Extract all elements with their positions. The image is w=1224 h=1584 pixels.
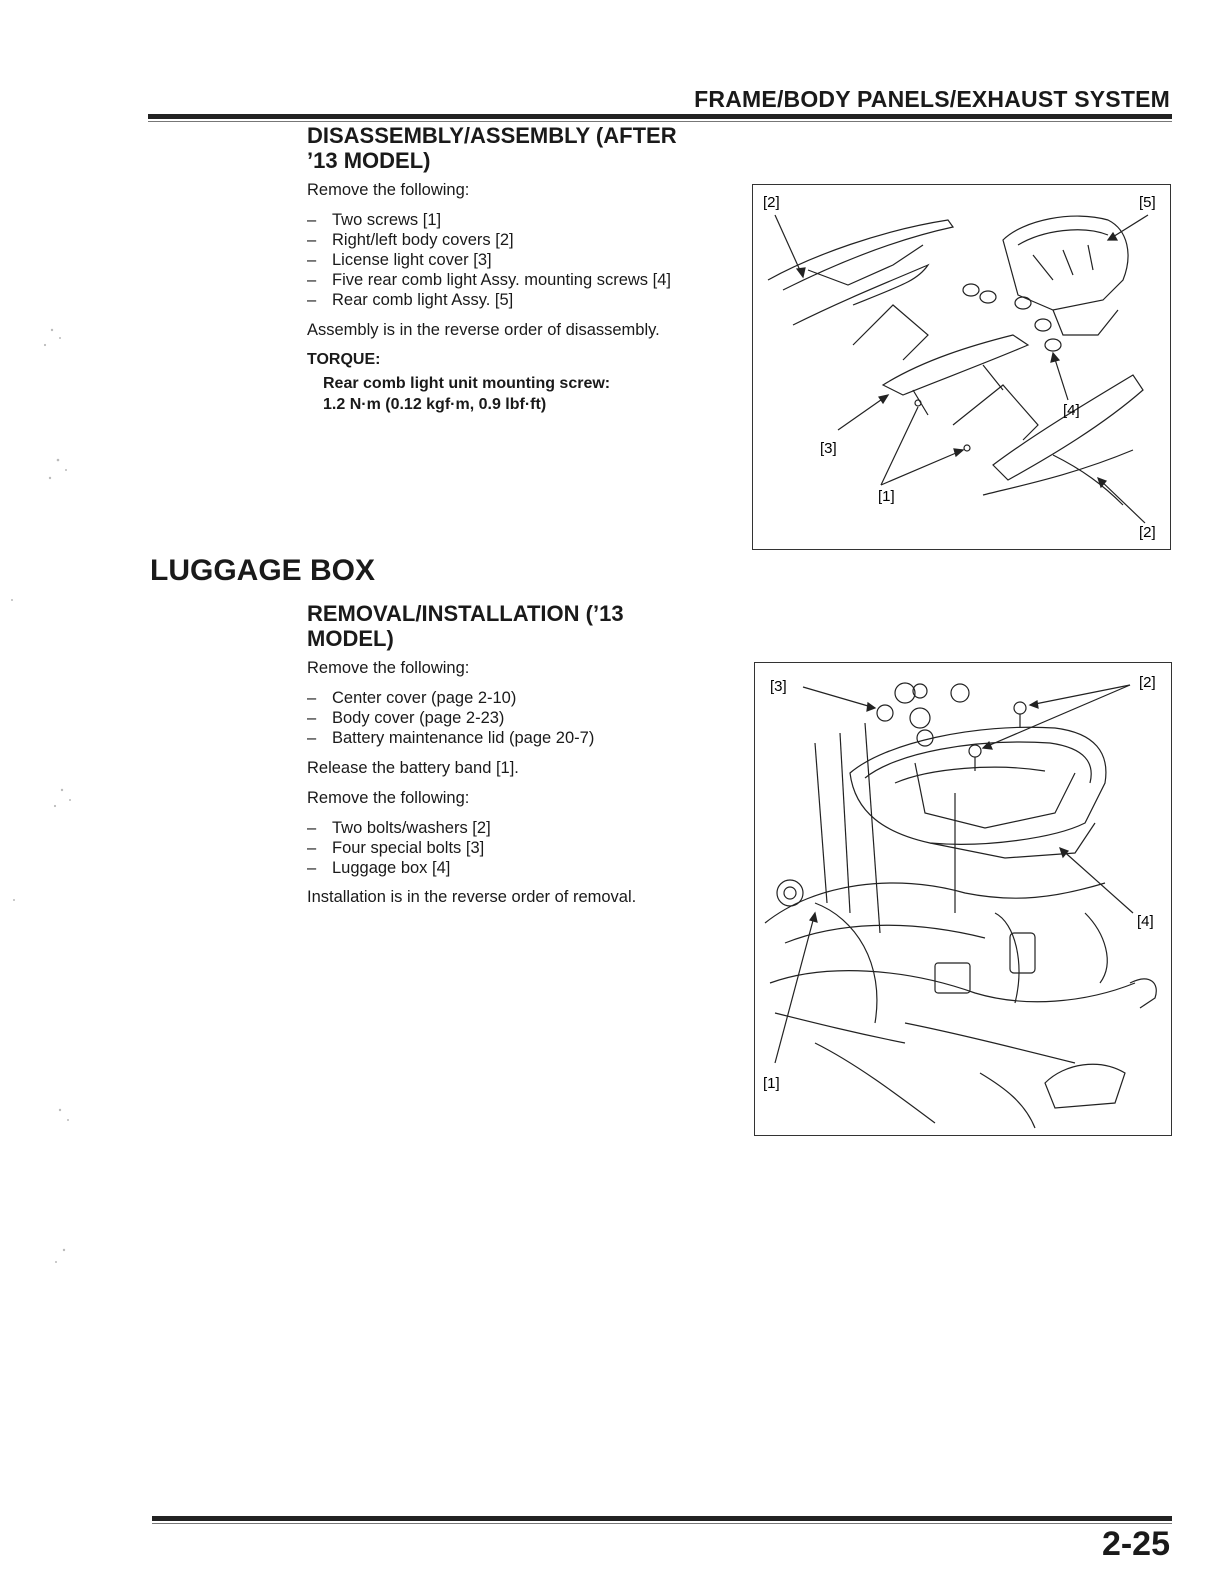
section1-list: [307, 210, 737, 310]
list-item: – Right/left body covers [2]: [307, 230, 737, 250]
release-note: Release the battery band [1].: [307, 759, 519, 777]
section1-heading-line2: ’13 MODEL): [307, 148, 431, 173]
callout-1: [1]: [878, 488, 895, 505]
list-item: – License light cover [3]: [307, 250, 737, 270]
margin-artifacts: [0, 0, 100, 1500]
list-item: – Five rear comb light Assy. mounting screws [4]: [307, 270, 737, 290]
rear-comb-light-figure: [752, 184, 1171, 550]
torque-spec: [323, 373, 610, 415]
torque-spec-line2: 1.2 N·m (0.12 kgf·m, 0.9 lbf·ft): [323, 396, 547, 413]
torque-spec-line1: Rear comb light unit mounting screw:: [323, 375, 611, 392]
section2-intro2: Remove the following:: [307, 789, 470, 807]
list-item: – Luggage box [4]: [307, 858, 737, 878]
chapter-title: FRAME/BODY PANELS/EXHAUST SYSTEM: [694, 86, 1170, 112]
callout-4: [4]: [1063, 402, 1080, 419]
header-rule-thin: [148, 121, 1172, 122]
rear-comb-light-diagram: [753, 185, 1170, 549]
callout-2-top: [2]: [763, 194, 780, 211]
assembly-note: Assembly is in the reverse order of disassembly.: [307, 321, 660, 339]
footer-rule: [152, 1516, 1172, 1521]
callout-2: [2]: [1139, 674, 1156, 691]
callout-5: [5]: [1139, 194, 1156, 211]
list-item: – Four special bolts [3]: [307, 838, 737, 858]
list-item: – Two bolts/washers [2]: [307, 818, 737, 838]
list-item: – Rear comb light Assy. [5]: [307, 290, 737, 310]
section1-heading: [307, 123, 737, 173]
luggage-box-diagram: [755, 663, 1171, 1135]
install-note: Installation is in the reverse order of removal.: [307, 888, 637, 906]
header-rule: [148, 114, 1172, 119]
callout-4: [4]: [1137, 913, 1154, 930]
callout-1: [1]: [763, 1075, 780, 1092]
section2-intro: Remove the following:: [307, 659, 470, 677]
section1-heading-line1: DISASSEMBLY/ASSEMBLY (AFTER: [307, 123, 677, 148]
list-item: – Center cover (page 2-10): [307, 688, 737, 708]
footer-rule-thin: [152, 1523, 1172, 1524]
luggage-box-figure: [754, 662, 1172, 1136]
section1-intro: Remove the following:: [307, 181, 470, 199]
section2-list2: [307, 818, 737, 878]
callout-3: [3]: [770, 678, 787, 695]
list-item: – Battery maintenance lid (page 20-7): [307, 728, 737, 748]
list-item: – Body cover (page 2-23): [307, 708, 737, 728]
section2-heading-line1: REMOVAL/INSTALLATION (’13: [307, 601, 624, 626]
section2-list1: [307, 688, 737, 748]
list-item: – Two screws [1]: [307, 210, 737, 230]
page-number: 2-25: [1101, 1525, 1170, 1563]
section2-heading-line2: MODEL): [307, 626, 394, 651]
torque-label: TORQUE:: [307, 351, 381, 368]
callout-3: [3]: [820, 440, 837, 457]
section2-heading: [307, 601, 737, 651]
callout-2-bottom: [2]: [1139, 524, 1156, 541]
section2-title: LUGGAGE BOX: [150, 554, 376, 587]
